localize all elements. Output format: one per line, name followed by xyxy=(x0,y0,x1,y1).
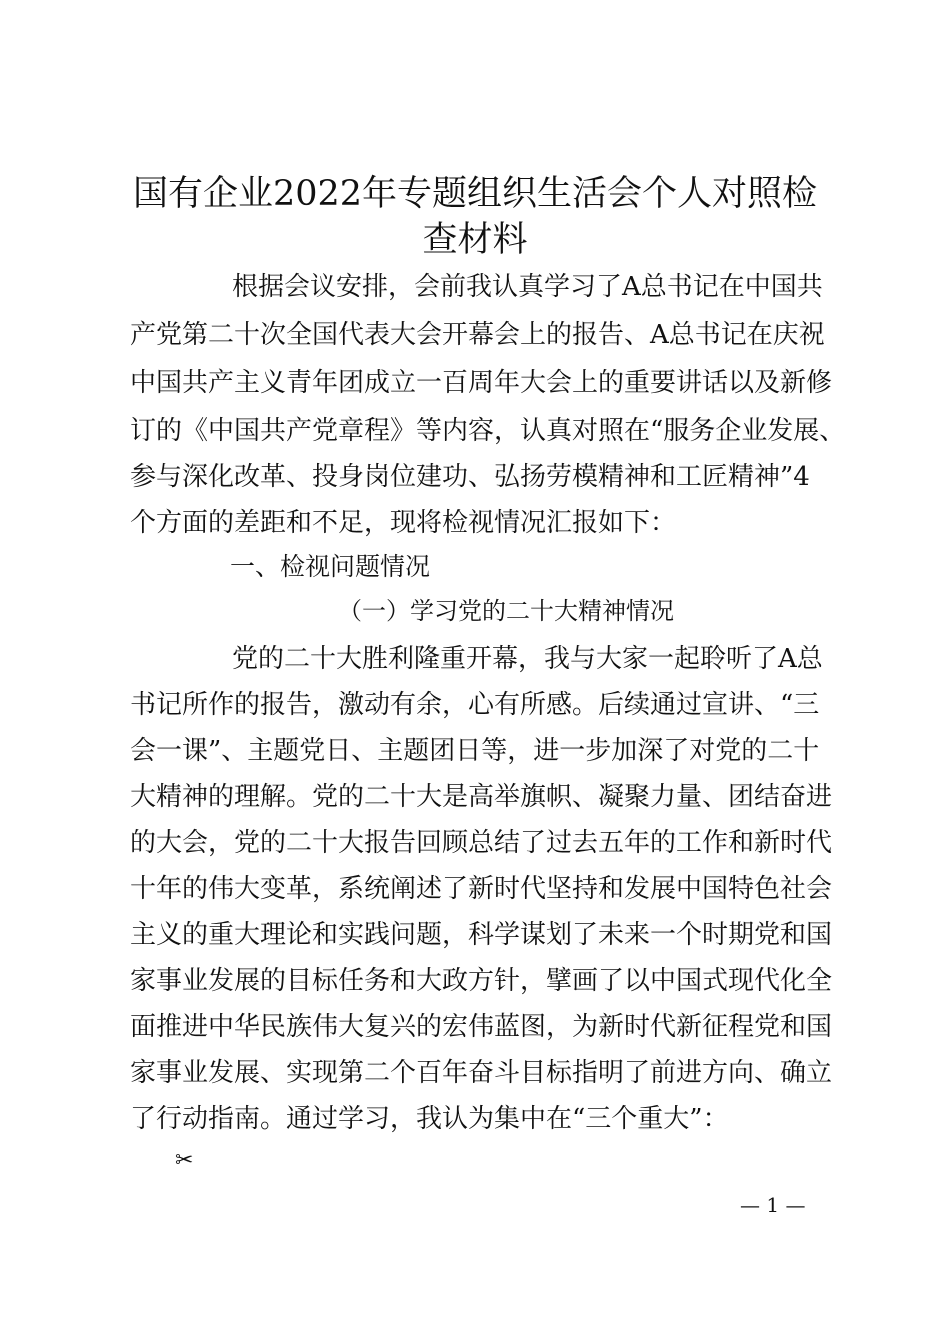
body-line-7: 主义的重大理论和实践问题，科学谋划了未来一个时期党和国 xyxy=(130,920,833,950)
section-heading-1: 一、检视问题情况 xyxy=(230,552,431,581)
body-line-8: 家事业发展的目标任务和大政方针，擘画了以中国式现代化全 xyxy=(130,966,833,996)
document-title-line-1: 国有企业2022年专题组织生活会个人对照检 xyxy=(132,174,818,214)
body-line-9: 面推进中华民族伟大复兴的宏伟蓝图，为新时代新征程党和国 xyxy=(130,1012,833,1042)
intro-line-6: 个方面的差距和不足，现将检视情况汇报如下： xyxy=(130,508,677,538)
body-line-6: 十年的伟大变革，系统阐述了新时代坚持和发展中国特色社会 xyxy=(130,874,833,904)
subsection-heading-1: （一）学习党的二十大精神情况 xyxy=(338,597,674,625)
body-line-5: 的大会，党的二十大报告回顾总结了过去五年的工作和新时代 xyxy=(130,828,833,858)
scissors-icon: ✂ xyxy=(175,1148,194,1173)
document-title-line-2: 查材料 xyxy=(422,220,528,260)
intro-line-1: 根据会议安排，会前我认真学习了A总书记在中国共 xyxy=(232,272,823,302)
intro-line-5: 参与深化改革、投身岗位建功、弘扬劳模精神和工匠精神”4 xyxy=(130,462,810,492)
body-line-1: 党的二十大胜利隆重开幕，我与大家一起聆听了A总 xyxy=(232,644,823,674)
body-line-4: 大精神的理解。党的二十大是高举旗帜、凝聚力量、团结奋进 xyxy=(130,782,833,812)
body-line-2: 书记所作的报告，激动有余，心有所感。后续通过宣讲、“三 xyxy=(130,690,820,720)
body-line-11: 了行动指南。通过学习，我认为集中在“三个重大”： xyxy=(130,1104,729,1134)
page-number: — 1 — xyxy=(740,1193,806,1217)
body-line-3: 会一课”、主题党日、主题团日等，进一步加深了对党的二十 xyxy=(130,736,820,766)
body-line-10: 家事业发展、实现第二个百年奋斗目标指明了前进方向、确立 xyxy=(130,1058,833,1088)
intro-line-3: 中国共产主义青年团成立一百周年大会上的重要讲话以及新修 xyxy=(130,368,833,398)
intro-line-2: 产党第二十次全国代表大会开幕会上的报告、A总书记在庆祝 xyxy=(130,320,825,350)
intro-line-4: 订的《中国共产党章程》等内容，认真对照在“服务企业发展、 xyxy=(130,416,846,446)
